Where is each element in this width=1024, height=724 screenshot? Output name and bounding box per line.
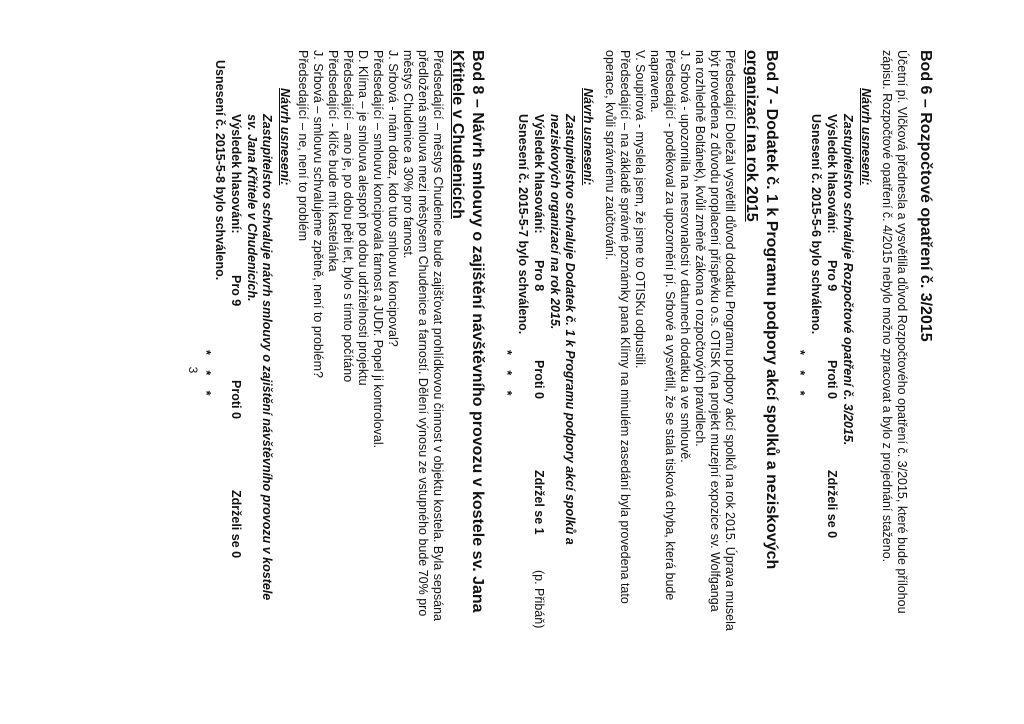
bod7-text-line: V. Soupirová - myslela jsem, že jsme to OTISKu odpustili. (633, 50, 647, 369)
bod8-text-line: Předsedající – ano je, po dobu pěti let, bylo s tímto počítáno (341, 50, 355, 383)
bod8-vote-pro: Pro 9 (229, 275, 243, 307)
bod7-vote-zdrzeli: Zdržel se 1 (532, 470, 546, 535)
page-number: 3 (186, 366, 200, 374)
bod7-text-line: Předsedající Doležal vysvětlil důvod dodatku Programu podpory akcí spolků na rok 2015. Úprava musela (723, 50, 737, 631)
bod6-text-line: Účetní pí. Vlčková přednesla a vysvětlila důvod Rozpočtového opatření č. 3/2015, které bude přílohou (895, 50, 909, 614)
bod7-vote-note: (p. Přibáň) (532, 570, 546, 629)
bod8-vote-proti: Proti 0 (229, 380, 243, 419)
rotated-document (155, 50, 935, 690)
bod7-resolution-cont: neziskových organizací na rok 2015. (548, 114, 562, 330)
bod8-title-cont: Křtitele v Chudenicích (449, 50, 466, 219)
bod6-navrh-label: Návrh usnesení: (859, 88, 873, 186)
bod7-text-line: Předsedající - poděkoval za upozornění pí. Srbové a vysvětlil, že se stala tisková chyba, která bude (663, 50, 677, 601)
bod7-text-line: být provedena z důvodu proplacení příspěvku o.s. OTISK (na projekt muzejní expozice sv. Wolfganga (708, 50, 722, 612)
bod8-text-line: J. Srbová – smlouvu schvalujeme zpětně, není to problém? (311, 50, 325, 378)
bod8-title: Bod 8 – Návrh smlouvy o zajištění návštěvního provozu v kostele sv. Jana (469, 50, 486, 613)
bod8-text-line: předložená smlouva mezi městysem Chudenice a farností. Dělení výnosu ze vstupného bude 70% pro (416, 50, 430, 617)
bod8-resolution-cont: sv. Jana Křtitele v Chudenicích. (245, 114, 259, 302)
bod8-separator: * * * (199, 350, 213, 402)
bod7-vote-pro: Pro 8 (532, 260, 546, 292)
bod8-usneseni: Usnesení č. 2015-5-8 bylo schváleno. (213, 60, 227, 281)
bod6-resolution: Zastupitelstvo schvaluje Rozpočtové opatření č. 3/2015. (841, 114, 855, 446)
bod6-usneseni: Usnesení č. 2015-5-6 bylo schváleno. (809, 114, 823, 335)
bod8-navrh-label: Návrh usnesení: (278, 88, 292, 186)
bod7-vote-proti: Proti 0 (532, 360, 546, 399)
bod7-usneseni: Usnesení č. 2015-5-7 bylo schváleno. (516, 114, 530, 335)
bod7-navrh-label: Návrh usnesení: (581, 88, 595, 186)
bod7-separator: * * * (500, 350, 514, 402)
bod6-vote-zdrzeli: Zdrželi se 0 (825, 470, 839, 539)
bod8-text-line: J. Srbová - mám dotaz, kdo tuto smlouvu koncipoval? (386, 50, 400, 347)
bod7-text-line: napravena. (648, 50, 662, 113)
bod8-vote-label: Výsledek hlasování: (229, 114, 243, 234)
bod8-text-line: Předsedající - klíče bude mít kastelánka (326, 50, 340, 272)
bod7-vote-label: Výsledek hlasování: (532, 114, 546, 234)
bod6-vote-label: Výsledek hlasování: (825, 114, 839, 234)
bod8-text-line: Předsedající – smlouvu koncipovala farnost a JUDr. Popel ji kontroloval. (371, 50, 385, 449)
bod6-separator: * * * (793, 350, 807, 402)
bod8-text-line: D. Klíma – je smlouva alespoň po dobu udržitelnosti projektu (356, 50, 370, 386)
bod8-text-line: Předsedající – městys Chudenice bude zajišťovat prohlídkovou činnost v objektu kostela. Byla sepsána (431, 50, 445, 621)
bod7-title-cont: organizací na rok 2015 (743, 50, 760, 222)
bod6-text-line: zápisu. Rozpočtové opatření č. 4/2015 nebylo možno zpracovat a bylo z projednání staženo. (880, 50, 894, 563)
bod6-vote-pro: Pro 9 (825, 260, 839, 292)
bod7-text-line: J. Srbová - upozornila na nesrovnalosti v datumech dodatku a ve smlouvě. (678, 50, 692, 463)
bod7-resolution: Zastupitelstvo schvaluje Dodatek č. 1 k Programu podpory akcí spolků a (563, 114, 577, 545)
bod8-vote-zdrzeli: Zdrželi se 0 (229, 490, 243, 559)
bod8-resolution: Zastupitelstvo schvaluje návrh smlouvy o zajištění návštěvního provozu v kostele (260, 114, 274, 601)
bod6-title: Bod 6 – Rozpočtové opatření č. 3/2015 (917, 50, 934, 342)
bod7-title: Bod 7 - Dodatek č. 1 k Programu podpory akcí spolků a neziskových (763, 50, 780, 570)
bod7-text-line: na rozhledně Boltánek), kvůli změně zákona o rozpočtových pravidlech. (693, 50, 707, 447)
bod7-text-line: Předsedající – na základě správné poznámky pana Klímy na minulém zasedání byla provedena tato (618, 50, 632, 604)
bod8-text-line: městys Chudenice a 30% pro farnost. (401, 50, 415, 259)
bod8-text-line: Předsedající – ne, není to problém (296, 50, 310, 242)
bod7-text-line: operace, kvůli správnému zaúčtování. (603, 50, 617, 260)
bod6-vote-proti: Proti 0 (825, 360, 839, 399)
